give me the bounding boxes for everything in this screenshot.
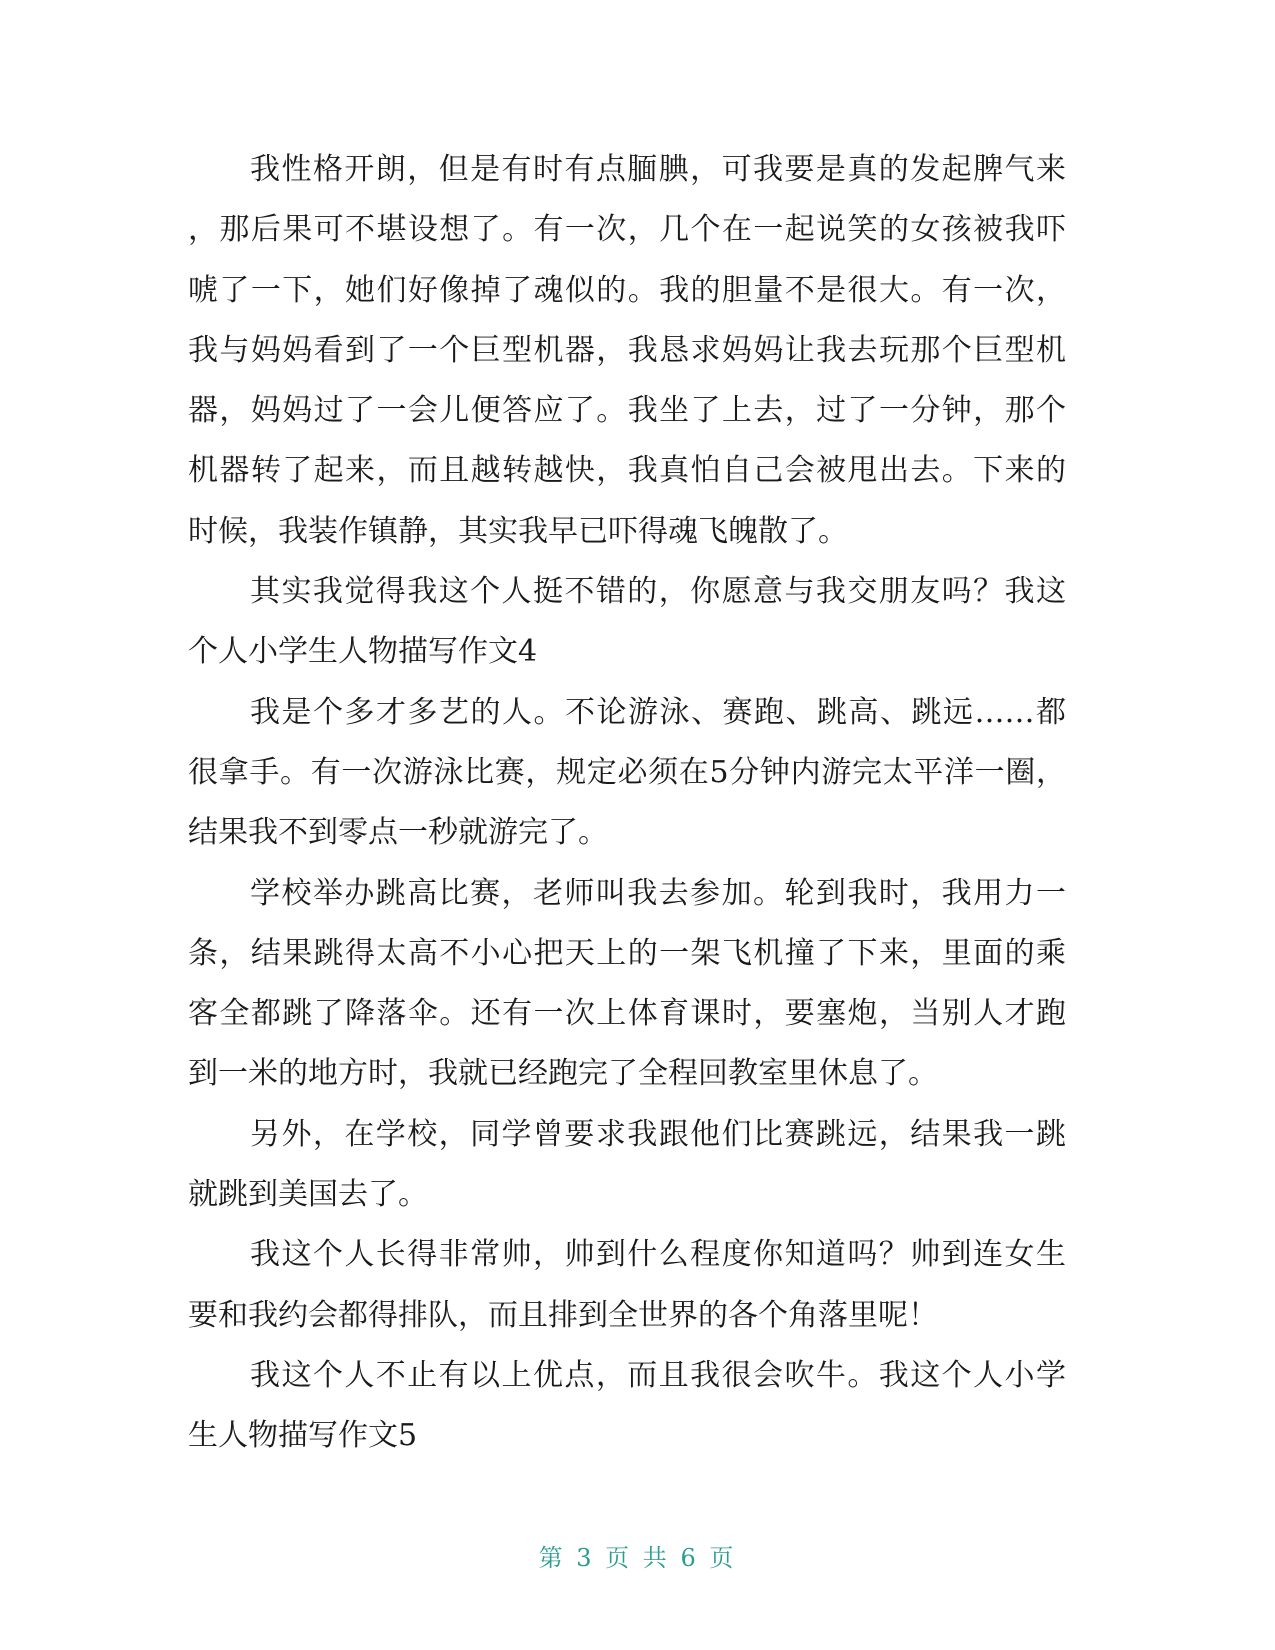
text-line: 很拿手。有一次游泳比赛，规定必须在5分钟内游完太平洋一圈， (188, 754, 1066, 790)
text-line: 器，妈妈过了一会儿便答应了。我坐了上去，过了一分钟，那个 (188, 393, 1066, 429)
text-line: 学校举办跳高比赛，老师叫我去参加。轮到我时，我用力一 (250, 875, 1066, 911)
text-line: 唬了一下，她们好像掉了魂似的。我的胆量不是很大。有一次， (188, 272, 1066, 308)
text-line: 个人小学生人物描写作文4 (188, 634, 538, 670)
page-number-footer: 第 3 页 共 6 页 (538, 1544, 737, 1572)
text-line: 条，结果跳得太高不小心把天上的一架飞机撞了下来，里面的乘 (188, 935, 1066, 971)
text-line: 我这个人长得非常帅，帅到什么程度你知道吗？帅到连女生 (250, 1237, 1066, 1273)
text-line: 要和我约会都得排队，而且排到全世界的各个角落里呢！ (188, 1297, 938, 1333)
text-line: 客全都跳了降落伞。还有一次上体育课时，要塞炮，当别人才跑 (188, 996, 1066, 1032)
text-line: 另外，在学校，同学曾要求我跟他们比赛跳远，结果我一跳 (250, 1116, 1066, 1152)
text-line: 我与妈妈看到了一个巨型机器，我恳求妈妈让我去玩那个巨型机 (188, 332, 1066, 368)
body-text (188, 140, 1066, 1467)
text-line: 我是个多才多艺的人。不论游泳、赛跑、跳高、跳远……都 (250, 694, 1066, 730)
text-line: 其实我觉得我这个人挺不错的，你愿意与我交朋友吗？我这 (250, 574, 1066, 610)
text-line: ，那后果可不堪设想了。有一次，几个在一起说笑的女孩被我吓 (188, 212, 1066, 248)
text-line: 我这个人不止有以上优点，而且我很会吹牛。我这个人小学 (250, 1357, 1066, 1393)
text-line: 机器转了起来，而且越转越快，我真怕自己会被甩出去。下来的 (188, 453, 1066, 489)
text-line: 结果我不到零点一秒就游完了。 (188, 815, 608, 851)
text-line: 生人物描写作文5 (188, 1418, 418, 1454)
text-line: 就跳到美国去了。 (188, 1177, 428, 1213)
text-line: 到一米的地方时，我就已经跑完了全程回教室里休息了。 (188, 1056, 938, 1092)
text-line: 我性格开朗，但是有时有点腼腆，可我要是真的发起脾气来 (250, 152, 1066, 187)
text-line: 时候，我装作镇静，其实我早已吓得魂飞魄散了。 (188, 513, 848, 549)
